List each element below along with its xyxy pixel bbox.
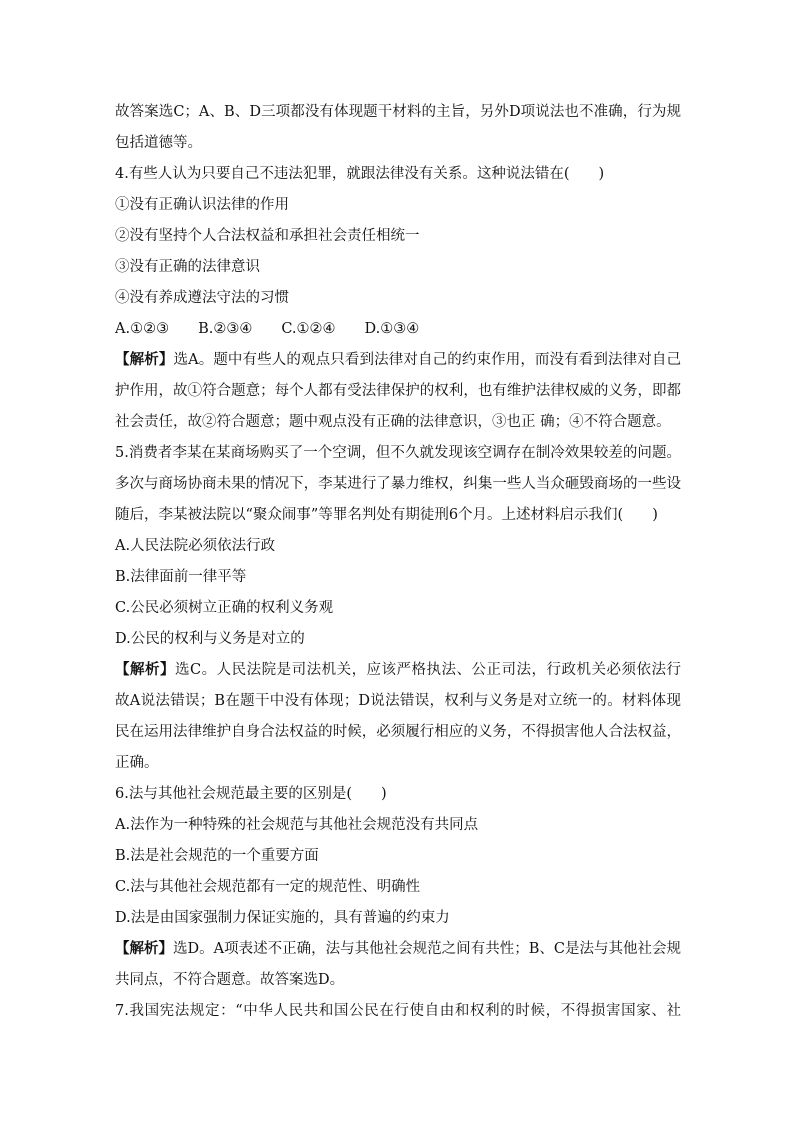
question-7-stem: 7.我国宪法规定：“中华人民共和国公民在行使自由和权利的时候，不得损害国家、社 (115, 1003, 681, 1019)
text-line: 包括道德等。 (115, 135, 202, 151)
text-line: 护作用，故①符合题意；每个人都有受法律保护的权利，也有维护法律权威的义务，即都 (115, 383, 681, 399)
question-6-option-c: C.法与其他社会规范都有一定的规范性、明确性 (115, 879, 421, 895)
question-4-item-2: ②没有坚持个人合法权益和承担社会责任相统一 (115, 228, 420, 244)
question-6-option-b: B.法是社会规范的一个重要方面 (115, 848, 319, 864)
text-line: 故答案选C；A、B、D三项都没有体现题干材料的主旨，另外D项说法也不准确，行为规 (115, 104, 681, 120)
analysis-label: 【解析】 (115, 351, 174, 368)
question-5-option-a: A.人民法院必须依法行政 (115, 538, 276, 554)
question-6-analysis: 【解析】选D。A项表述不正确，法与其他社会规范之间有共性；B、C是法与其他社会规 (115, 940, 681, 957)
analysis-label: 【解析】 (115, 661, 175, 678)
text-line: 社会责任，故②符合题意；题中观点没有正确的法律意识，③也正 确；④不符合题意。 (115, 414, 671, 430)
text-line: 随后，李某被法院以“聚众闹事”等罪名判处有期徒刑6个月。上述材料启示我们( ) (115, 507, 658, 523)
text-line: 正确。 (115, 755, 159, 771)
question-5-option-c: C.公民必须树立正确的权利义务观 (115, 600, 334, 616)
analysis-label: 【解析】 (115, 940, 174, 957)
question-5-analysis: 【解析】选C。人民法院是司法机关，应该严格执法、公正司法，行政机关必须依法行 (115, 661, 681, 678)
question-5-stem: 5.消费者李某在某商场购买了一个空调，但不久就发现该空调存在制冷效果较差的问题。 (115, 445, 681, 461)
question-4-item-4: ④没有养成遵法守法的习惯 (115, 290, 289, 306)
question-4-analysis: 【解析】选A。题中有些人的观点只看到法律对自己的约束作用，而没有看到法律对自己 (115, 351, 681, 368)
question-6-stem: 6.法与其他社会规范最主要的区别是( ) (115, 786, 387, 802)
question-4-options: A.①②③ B.②③④ C.①②④ D.①③④ (115, 321, 420, 337)
question-4-item-3: ③没有正确的法律意识 (115, 259, 260, 275)
question-5-option-b: B.法律面前一律平等 (115, 569, 247, 585)
text-line: 故A说法错误；B在题干中没有体现；D说法错误，权利与义务是对立统一的。材料体现 (115, 693, 681, 709)
text-line: 多次与商场协商未果的情况下，李某进行了暴力维权，纠集一些人当众砸毁商场的一些设 (115, 476, 681, 492)
question-6-option-a: A.法作为一种特殊的社会规范与其他社会规范没有共同点 (115, 817, 479, 833)
question-4-stem: 4.有些人认为只要自己不违法犯罪，就跟法律没有关系。这种说法错在( ) (115, 166, 605, 182)
question-4-item-1: ①没有正确认识法律的作用 (115, 197, 289, 213)
text-line: 共同点，不符合题意。故答案选D。 (115, 972, 345, 988)
text-line: 民在运用法律维护自身合法权益的时候，必须履行相应的义务，不得损害他人合法权益， (115, 724, 681, 740)
question-5-option-d: D.公民的权利与义务是对立的 (115, 631, 305, 647)
question-6-option-d: D.法是由国家强制力保证实施的，具有普遍的约束力 (115, 910, 450, 926)
